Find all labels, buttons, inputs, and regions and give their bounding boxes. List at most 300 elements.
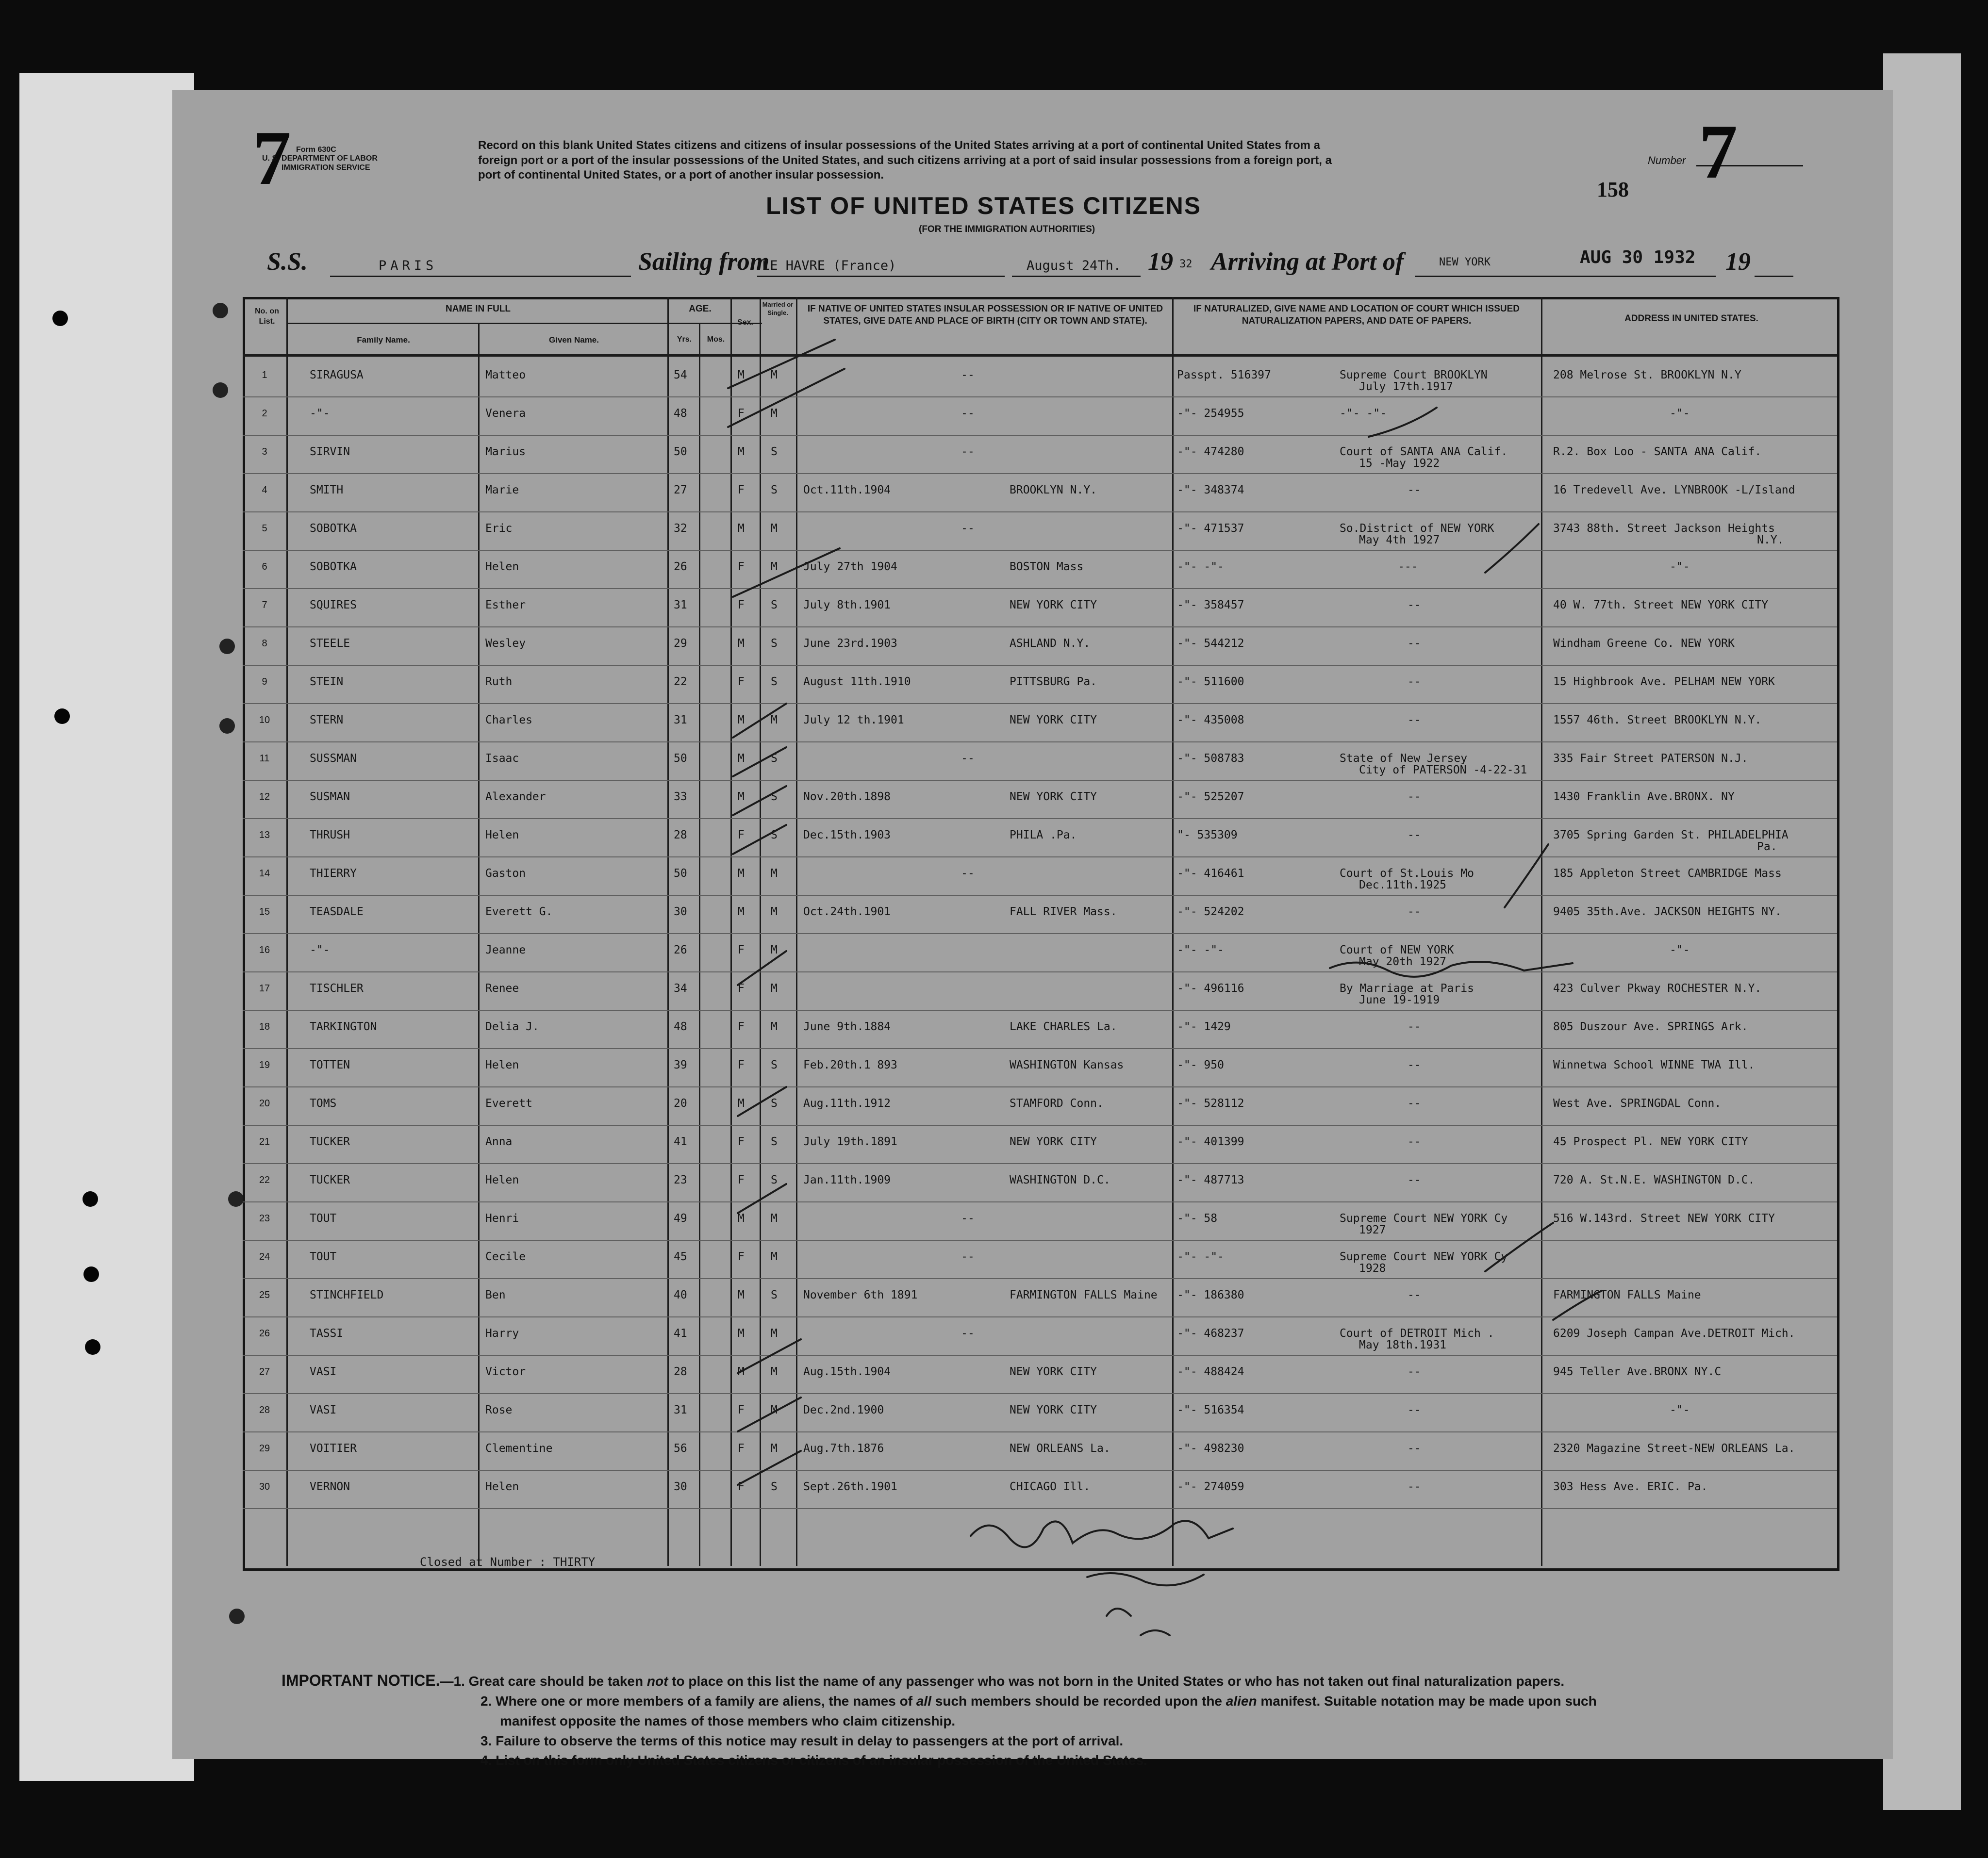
- birth-place-cell: PHILA .Pa.: [1010, 829, 1077, 841]
- birth-place-cell: NEW YORK CITY: [1010, 1404, 1097, 1416]
- age-cell: 45: [674, 1250, 687, 1263]
- sex-cell: F: [738, 560, 745, 573]
- birth-place-cell: CHICAGO Ill.: [1010, 1480, 1091, 1493]
- family-name-cell: TUCKER: [310, 1174, 350, 1186]
- passport-cell: -"- 58: [1177, 1212, 1218, 1225]
- birth-date-cell: --: [961, 867, 975, 880]
- given-name-cell: Henri: [485, 1212, 519, 1225]
- check-mark: [733, 786, 786, 815]
- given-name-cell: Rose: [485, 1404, 513, 1416]
- marital-status-cell: M: [771, 714, 778, 726]
- department-name: U. S. DEPARTMENT OF LABOR: [262, 154, 378, 163]
- age-cell: 28: [674, 1365, 687, 1378]
- sex-cell: M: [738, 905, 745, 918]
- birth-date-cell: Dec.15th.1903: [803, 829, 891, 841]
- court-cell: Supreme Court NEW YORK Cy: [1340, 1250, 1508, 1263]
- row-number: 28: [259, 1405, 270, 1415]
- row-number: 5: [262, 523, 267, 534]
- sex-cell: M: [738, 445, 745, 458]
- birth-place-cell: BOSTON Mass: [1010, 560, 1084, 573]
- birth-place-cell: NEW YORK CITY: [1010, 599, 1097, 611]
- notice-item-2-cont: manifest opposite the names of those members who claim citizenship.: [500, 1713, 956, 1728]
- marital-status-cell: M: [771, 1020, 778, 1033]
- birth-place-cell: NEW YORK CITY: [1010, 790, 1097, 803]
- passport-cell: -"- 1429: [1177, 1020, 1231, 1033]
- sex-cell: M: [738, 637, 745, 650]
- sex-cell: M: [738, 1289, 745, 1301]
- row-number: 1: [262, 370, 267, 380]
- given-name-cell: Marius: [485, 445, 526, 458]
- marital-status-cell: S: [771, 829, 778, 841]
- sex-cell: M: [738, 790, 745, 803]
- address-cell: FARMINGTON FALLS Maine: [1553, 1289, 1701, 1301]
- arriving-label: Arriving at Port of: [1211, 248, 1404, 276]
- passport-cell: -"- 524202: [1177, 905, 1244, 918]
- birth-date-cell: --: [961, 1250, 975, 1263]
- passport-cell: -"- 186380: [1177, 1289, 1244, 1301]
- court-cell: By Marriage at Paris: [1340, 982, 1474, 995]
- address-cell: 805 Duszour Ave. SPRINGS Ark.: [1553, 1020, 1748, 1033]
- sex-cell: F: [738, 829, 745, 841]
- age-cell: 30: [674, 1480, 687, 1493]
- marital-status-cell: S: [771, 790, 778, 803]
- given-name-cell: Renee: [485, 982, 519, 995]
- year-suffix: 32: [1179, 258, 1193, 270]
- family-name-cell: SMITH: [310, 484, 344, 496]
- header-sex: Sex.: [737, 318, 753, 327]
- birth-place-cell: STAMFORD Conn.: [1010, 1097, 1104, 1110]
- age-cell: 50: [674, 752, 687, 765]
- marital-status-cell: S: [771, 484, 778, 496]
- court-cell: Court of SANTA ANA Calif.: [1340, 445, 1508, 458]
- given-name-cell: Esther: [485, 599, 526, 611]
- header-yrs: Yrs.: [677, 335, 692, 344]
- sex-cell: F: [738, 1480, 745, 1493]
- birth-date-cell: --: [961, 1212, 975, 1225]
- court-cell: --: [1408, 714, 1421, 726]
- age-cell: 31: [674, 714, 687, 726]
- sex-cell: F: [738, 1250, 745, 1263]
- age-cell: 33: [674, 790, 687, 803]
- given-name-cell: Jeanne: [485, 944, 526, 956]
- passport-cell: -"- 525207: [1177, 790, 1244, 803]
- court-cell: --: [1408, 790, 1421, 803]
- marital-status-cell: S: [771, 1059, 778, 1071]
- given-name-cell: Victor: [485, 1365, 526, 1378]
- address-cell: 303 Hess Ave. ERIC. Pa.: [1553, 1480, 1708, 1493]
- marital-status-cell: S: [771, 1289, 778, 1301]
- check-mark: [738, 1339, 801, 1373]
- marital-status-cell: M: [771, 867, 778, 880]
- sailing-label: Sailing from: [638, 248, 770, 276]
- birth-place-cell: BROOKLYN N.Y.: [1010, 484, 1097, 496]
- given-name-cell: Cecile: [485, 1250, 526, 1263]
- address-cell: -"-: [1670, 1404, 1690, 1416]
- birth-date-cell: --: [961, 407, 975, 420]
- row-number: 22: [259, 1175, 270, 1185]
- row-number: 30: [259, 1481, 270, 1492]
- birth-date-cell: Nov.20th.1898: [803, 790, 891, 803]
- header-address: ADDRESS IN UNITED STATES.: [1624, 313, 1758, 324]
- passport-cell: -"- -"-: [1177, 560, 1224, 573]
- given-name-cell: Alexander: [485, 790, 546, 803]
- birth-place-cell: FALL RIVER Mass.: [1010, 905, 1117, 918]
- birth-date-cell: Aug.15th.1904: [803, 1365, 891, 1378]
- family-name-cell: THRUSH: [310, 829, 350, 841]
- marital-status-cell: S: [771, 1480, 778, 1493]
- check-mark: [1485, 1223, 1553, 1271]
- birth-date-cell: Aug.7th.1876: [803, 1442, 884, 1455]
- passport-cell: Passpt. 516397: [1177, 369, 1271, 381]
- age-cell: 40: [674, 1289, 687, 1301]
- age-cell: 48: [674, 1020, 687, 1033]
- given-name-cell: Charles: [485, 714, 532, 726]
- family-name-cell: SQUIRES: [310, 599, 357, 611]
- court-date-cell: May 4th 1927: [1359, 534, 1440, 546]
- address-cell: R.2. Box Loo - SANTA ANA Calif.: [1553, 445, 1762, 458]
- row-number: 29: [259, 1443, 270, 1454]
- birth-place-cell: FARMINGTON FALLS Maine: [1010, 1289, 1158, 1301]
- passport-cell: -"- 401399: [1177, 1135, 1244, 1148]
- court-cell: --: [1408, 1480, 1421, 1493]
- marital-status-cell: M: [771, 407, 778, 420]
- sailing-date: August 24Th.: [1027, 258, 1122, 273]
- header-family-name: Family Name.: [357, 335, 410, 345]
- year2-prefix: 19: [1725, 248, 1751, 276]
- age-cell: 22: [674, 675, 687, 688]
- given-name-cell: Harry: [485, 1327, 519, 1340]
- address-cell: 423 Culver Pkway ROCHESTER N.Y.: [1553, 982, 1762, 995]
- departure-port: LE HAVRE (France): [762, 258, 896, 273]
- family-name-cell: SOBOTKA: [310, 522, 357, 535]
- page-subtitle: (FOR THE IMMIGRATION AUTHORITIES): [919, 224, 1095, 234]
- row-number: 8: [262, 638, 267, 649]
- court-date-cell: July 17th.1917: [1359, 380, 1453, 393]
- family-name-cell: STERN: [310, 714, 344, 726]
- birth-date-cell: Jan.11th.1909: [803, 1174, 891, 1186]
- court-date-cell: May 18th.1931: [1359, 1339, 1447, 1351]
- age-cell: 41: [674, 1327, 687, 1340]
- birth-date-cell: Feb.20th.1 893: [803, 1059, 897, 1071]
- age-cell: 49: [674, 1212, 687, 1225]
- header-name-in-full: NAME IN FULL: [445, 304, 511, 314]
- check-mark: [733, 704, 786, 738]
- passport-cell: -"- -"-: [1177, 1250, 1224, 1263]
- instructions-line-2: foreign port or a port of the insular possessions of the United States, and such citizens arriving at a port of said insular possessions from a foreign port, a: [478, 153, 1332, 167]
- page-number: 158: [1597, 178, 1629, 201]
- passport-cell: -"- 358457: [1177, 599, 1244, 611]
- check-mark: [728, 369, 845, 427]
- marital-status-cell: M: [771, 1212, 778, 1225]
- sex-cell: M: [738, 1097, 745, 1110]
- passport-cell: -"- 274059: [1177, 1480, 1244, 1493]
- sex-cell: F: [738, 1442, 745, 1455]
- row-number: 3: [262, 446, 267, 457]
- marital-status-cell: M: [771, 1365, 778, 1378]
- row-number: 11: [259, 753, 270, 764]
- parentage-note: [1330, 962, 1573, 977]
- family-name-cell: TOUT: [310, 1212, 337, 1225]
- sex-cell: F: [738, 407, 745, 420]
- closing-note: Closed at Number : THIRTY: [420, 1555, 596, 1569]
- court-cell: --: [1408, 599, 1421, 611]
- court-cell: --: [1408, 905, 1421, 918]
- birth-place-cell: ASHLAND N.Y.: [1010, 637, 1091, 650]
- family-name-cell: TEASDALE: [310, 905, 364, 918]
- family-name-cell: TISCHLER: [310, 982, 364, 995]
- given-name-cell: Helen: [485, 829, 519, 841]
- check-mark: [1369, 408, 1437, 437]
- header-married-single: Married or Single.: [762, 301, 794, 316]
- given-name-cell: Venera: [485, 407, 526, 420]
- check-mark: [1553, 1291, 1602, 1320]
- given-name-cell: Helen: [485, 1059, 519, 1071]
- sex-cell: F: [738, 1020, 745, 1033]
- address-cell: 3743 88th. Street Jackson Heights: [1553, 522, 1775, 535]
- passport-cell: -"- -"-: [1177, 944, 1224, 956]
- marital-status-cell: M: [771, 1250, 778, 1263]
- check-mark: [738, 1451, 801, 1485]
- given-name-cell: Helen: [485, 1174, 519, 1186]
- court-cell: --: [1408, 1097, 1421, 1110]
- given-name-cell: Clementine: [485, 1442, 553, 1455]
- birth-date-cell: --: [961, 1327, 975, 1340]
- birth-date-cell: --: [961, 522, 975, 535]
- family-name-cell: SIRAGUSA: [310, 369, 364, 381]
- address-cell: West Ave. SPRINGDAL Conn.: [1553, 1097, 1722, 1110]
- row-number: 4: [262, 485, 267, 495]
- passport-cell: -"- 496116: [1177, 982, 1244, 995]
- passport-cell: -"- 487713: [1177, 1174, 1244, 1186]
- given-name-cell: Everett G.: [485, 905, 553, 918]
- birth-date-cell: Oct.24th.1901: [803, 905, 891, 918]
- sex-cell: F: [738, 982, 745, 995]
- address-cell: 516 W.143rd. Street NEW YORK CITY: [1553, 1212, 1775, 1225]
- instructions-line-3: port of continental United States, or a port of another insular possession.: [478, 168, 884, 182]
- marital-status-cell: M: [771, 560, 778, 573]
- row-number: 24: [259, 1251, 270, 1262]
- row-number: 25: [259, 1290, 270, 1300]
- family-name-cell: STEIN: [310, 675, 344, 688]
- court-cell: ---: [1398, 560, 1418, 573]
- court-date-cell: 15 -May 1922: [1359, 457, 1440, 470]
- birth-date-cell: Dec.2nd.1900: [803, 1404, 884, 1416]
- birth-date-cell: Aug.11th.1912: [803, 1097, 891, 1110]
- address-cell: 45 Prospect Pl. NEW YORK CITY: [1553, 1135, 1748, 1148]
- age-cell: 31: [674, 1404, 687, 1416]
- notice-item-4: 4. List on this form only United States citizens or citizens of an insular possession of the United States.: [480, 1753, 1147, 1768]
- header-native-birth: IF NATIVE OF UNITED STATES INSULAR POSSESSION OR IF NATIVE OF UNITED STATES, GIVE DATE AND PLACE OF BIRTH (CITY OR TOWN AND STATE).: [807, 304, 1163, 326]
- marital-status-cell: M: [771, 905, 778, 918]
- court-cell: --: [1408, 484, 1421, 496]
- given-name-cell: Matteo: [485, 369, 526, 381]
- sex-cell: F: [738, 1404, 745, 1416]
- address-cell: 16 Tredevell Ave. LYNBROOK -L/Island: [1553, 484, 1795, 496]
- page-title: LIST OF UNITED STATES CITIZENS: [766, 192, 1202, 219]
- passport-cell: -"- 528112: [1177, 1097, 1244, 1110]
- row-number: 26: [259, 1328, 270, 1339]
- check-mark: [738, 951, 786, 985]
- row-number: 6: [262, 561, 267, 572]
- form-number: Form 630C: [296, 146, 336, 154]
- birth-date-cell: --: [961, 752, 975, 765]
- given-name-cell: Gaston: [485, 867, 526, 880]
- check-mark: [738, 1184, 786, 1213]
- marital-status-cell: M: [771, 1327, 778, 1340]
- row-number: 10: [259, 715, 270, 725]
- court-cell: --: [1408, 1365, 1421, 1378]
- sex-cell: M: [738, 1327, 745, 1340]
- birth-date-cell: July 19th.1891: [803, 1135, 897, 1148]
- check-mark: [1505, 844, 1548, 907]
- court-cell: --: [1408, 829, 1421, 841]
- family-name-cell: SUSSMAN: [310, 752, 357, 765]
- header-mos: Mos.: [707, 335, 725, 344]
- birth-date-cell: August 11th.1910: [803, 675, 911, 688]
- family-name-cell: -"-: [310, 944, 330, 956]
- sex-cell: F: [738, 1135, 745, 1148]
- court-cell: --: [1408, 1404, 1421, 1416]
- passport-cell: -"- 516354: [1177, 1404, 1244, 1416]
- marital-status-cell: S: [771, 752, 778, 765]
- sex-cell: F: [738, 675, 745, 688]
- number-label: Number: [1648, 154, 1686, 166]
- row-number: 12: [259, 791, 270, 802]
- age-cell: 26: [674, 944, 687, 956]
- family-name-cell: TARKINGTON: [310, 1020, 377, 1033]
- court-cell: --: [1408, 1442, 1421, 1455]
- birth-place-cell: PITTSBURG Pa.: [1010, 675, 1097, 688]
- notice-item-3: 3. Failure to observe the terms of this notice may result in delay to passengers at the port of arrival.: [480, 1733, 1124, 1748]
- ship-name: PARIS: [379, 258, 438, 273]
- birth-date-cell: Sept.26th.1901: [803, 1480, 897, 1493]
- marital-status-cell: M: [771, 1404, 778, 1416]
- instructions-line-1: Record on this blank United States citizens and citizens of insular possessions of the United States arriving at a port of continental United States from a: [478, 139, 1320, 152]
- address-cell: 3705 Spring Garden St. PHILADELPHIA: [1553, 829, 1789, 841]
- passport-cell: -"- 544212: [1177, 637, 1244, 650]
- marital-status-cell: M: [771, 1442, 778, 1455]
- notice-heading: IMPORTANT NOTICE.: [282, 1672, 440, 1689]
- court-date-cell: Dec.11th.1925: [1359, 879, 1447, 891]
- address-cell: 9405 35th.Ave. JACKSON HEIGHTS NY.: [1553, 905, 1782, 918]
- row-number: 7: [262, 600, 267, 610]
- given-name-cell: Wesley: [485, 637, 526, 650]
- family-name-cell: VASI: [310, 1404, 337, 1416]
- birth-date-cell: June 9th.1884: [803, 1020, 891, 1033]
- row-number: 17: [259, 983, 270, 994]
- court-cell: State of New Jersey: [1340, 752, 1468, 765]
- age-cell: 29: [674, 637, 687, 650]
- address-cell: 335 Fair Street PATERSON N.J.: [1553, 752, 1748, 765]
- check-mark: [738, 1087, 786, 1116]
- family-name-cell: VASI: [310, 1365, 337, 1378]
- given-name-cell: Helen: [485, 560, 519, 573]
- passport-cell: -"- 254955: [1177, 407, 1244, 420]
- age-cell: 50: [674, 867, 687, 880]
- birth-date-cell: Oct.11th.1904: [803, 484, 891, 496]
- birth-place-cell: WASHINGTON Kansas: [1010, 1059, 1124, 1071]
- row-number: 15: [259, 906, 270, 917]
- sex-cell: M: [738, 752, 745, 765]
- age-cell: 31: [674, 599, 687, 611]
- age-cell: 48: [674, 407, 687, 420]
- court-cell: --: [1408, 1135, 1421, 1148]
- given-name-cell: Isaac: [485, 752, 519, 765]
- sex-cell: M: [738, 522, 745, 535]
- passport-cell: -"- 416461: [1177, 867, 1244, 880]
- family-name-cell: TOMS: [310, 1097, 337, 1110]
- header-given-name: Given Name.: [549, 335, 599, 345]
- court-cell: Supreme Court BROOKLYN: [1340, 369, 1488, 381]
- row-number: 16: [259, 945, 270, 955]
- family-name-cell: TUCKER: [310, 1135, 350, 1148]
- address-cell: 2320 Magazine Street-NEW ORLEANS La.: [1553, 1442, 1795, 1455]
- family-name-cell: VOITIER: [310, 1442, 357, 1455]
- check-mark: [1485, 524, 1539, 573]
- sex-cell: M: [738, 1212, 745, 1225]
- marital-status-cell: S: [771, 599, 778, 611]
- important-notice: [282, 1669, 1864, 1771]
- address-cell: 40 W. 77th. Street NEW YORK CITY: [1553, 599, 1769, 611]
- marital-status-cell: M: [771, 982, 778, 995]
- passport-cell: -"- 471537: [1177, 522, 1244, 535]
- court-cell: Court of St.Louis Mo: [1340, 867, 1474, 880]
- year-prefix: 19: [1148, 248, 1173, 276]
- court-cell: --: [1408, 1289, 1421, 1301]
- birth-date-cell: June 23rd.1903: [803, 637, 897, 650]
- arrival-date-stamp: AUG 30 1932: [1580, 247, 1696, 267]
- address-cell: 15 Highbrook Ave. PELHAM NEW YORK: [1553, 675, 1775, 688]
- birth-date-cell: July 8th.1901: [803, 599, 891, 611]
- row-number: 18: [259, 1021, 270, 1032]
- sex-cell: F: [738, 1174, 745, 1186]
- marital-status-cell: M: [771, 944, 778, 956]
- address-cell: Windham Greene Co. NEW YORK: [1553, 637, 1735, 650]
- age-cell: 30: [674, 905, 687, 918]
- family-name-cell: SOBOTKA: [310, 560, 357, 573]
- court-cell: --: [1408, 1020, 1421, 1033]
- age-cell: 50: [674, 445, 687, 458]
- family-name-cell: -"-: [310, 407, 330, 420]
- birth-place-cell: NEW YORK CITY: [1010, 1135, 1097, 1148]
- address-cell: 185 Appleton Street CAMBRIDGE Mass: [1553, 867, 1782, 880]
- birth-place-cell: LAKE CHARLES La.: [1010, 1020, 1117, 1033]
- passport-cell: -"- 488424: [1177, 1365, 1244, 1378]
- row-number: 13: [259, 830, 270, 840]
- birth-place-cell: NEW YORK CITY: [1010, 1365, 1097, 1378]
- given-name-cell: Ben: [485, 1289, 506, 1301]
- court-cell: --: [1408, 637, 1421, 650]
- address-cell: 1557 46th. Street BROOKLYN N.Y.: [1553, 714, 1762, 726]
- birth-place-cell: WASHINGTON D.C.: [1010, 1174, 1110, 1186]
- header-naturalized: IF NATURALIZED, GIVE NAME AND LOCATION OF COURT WHICH ISSUED NATURALIZATION PAPERS, AND DATE OF PAPERS.: [1193, 304, 1520, 326]
- notice-item-1: IMPORTANT NOTICE.—1. Great care should be taken not to place on this list the name of any passenger who was not born in the United States or who has not taken out final naturalization papers.: [282, 1672, 1565, 1689]
- passport-cell: -"- 435008: [1177, 714, 1244, 726]
- birth-date-cell: July 12 th.1901: [803, 714, 904, 726]
- sex-cell: F: [738, 484, 745, 496]
- address-cell: 945 Teller Ave.BRONX NY.C: [1553, 1365, 1722, 1378]
- passport-cell: -"- 508783: [1177, 752, 1244, 765]
- given-name-cell: Helen: [485, 1480, 519, 1493]
- age-cell: 26: [674, 560, 687, 573]
- given-name-cell: Ruth: [485, 675, 513, 688]
- marital-status-cell: S: [771, 1174, 778, 1186]
- age-cell: 20: [674, 1097, 687, 1110]
- family-name-cell: STINCHFIELD: [310, 1289, 384, 1301]
- birth-date-cell: --: [961, 369, 975, 381]
- age-cell: 41: [674, 1135, 687, 1148]
- row-number: 23: [259, 1213, 270, 1224]
